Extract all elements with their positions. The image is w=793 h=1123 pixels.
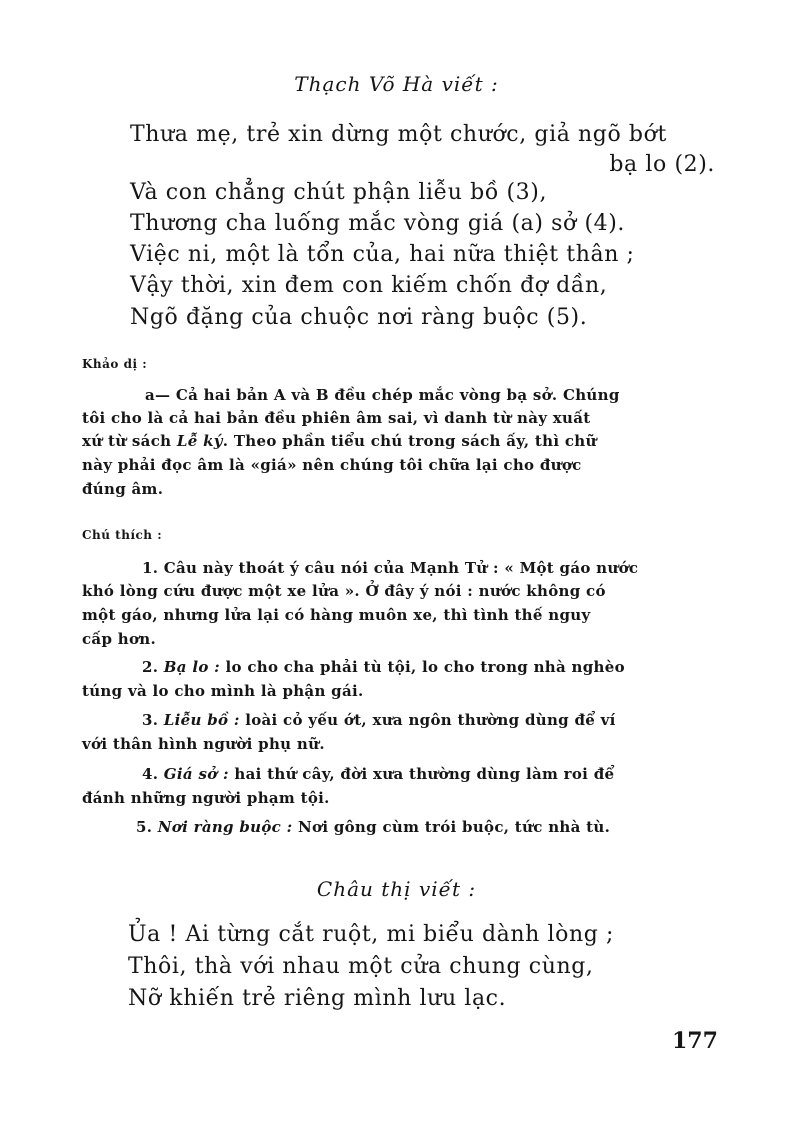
verse-line: Thưa mẹ, trẻ xin dừng một chước, giả ngõ bớt: [130, 122, 667, 147]
footnote-line: đánh những người phạm tội.: [82, 789, 330, 807]
verse-line: Vậy thời, xin đem con kiếm chốn đợ dần,: [130, 273, 608, 298]
footnote-line: [142, 711, 616, 729]
footnote-line: một gáo, nhưng lửa lại có hàng muôn xe, thì tình thế nguy: [82, 606, 591, 624]
page-number: 177: [672, 1028, 718, 1054]
footnote-line: [142, 559, 638, 577]
footnote-term: Liễu bồ :: [163, 711, 240, 729]
khao-di-text: xứ từ sách: [82, 432, 172, 450]
khao-di-text: . Theo phần tiểu chú trong sách ấy, thì chữ: [222, 432, 597, 450]
khao-di-line: tôi cho là cả hai bản đều phiên âm sai, vì danh từ này xuất: [82, 409, 591, 427]
footnote-text: hai thứ cây, đời xưa thường dùng làm roi để: [234, 765, 615, 783]
chu-thich-label: Chú thích :: [82, 528, 163, 542]
khao-di-line: [82, 432, 597, 450]
footnote-term: Bạ lo :: [163, 658, 220, 676]
footnote-text: loài cỏ yếu ớt, xưa ngôn thường dùng để ví: [245, 711, 616, 729]
footnote-number: 1.: [142, 559, 159, 577]
footnote-text: Nơi gông cùm trói buộc, tức nhà tù.: [298, 818, 611, 836]
section-heading-thach-vo-ha: Thạch Võ Hà viết :: [294, 72, 499, 96]
footnote-number: 5.: [136, 818, 153, 836]
footnote-line: cấp hơn.: [82, 630, 157, 648]
verse-line: Thôi, thà với nhau một cửa chung cùng,: [128, 954, 594, 979]
section-heading-chau-thi: Châu thị viết :: [316, 877, 477, 901]
verse-line: Ngõ đặng của chuộc nơi ràng buộc (5).: [130, 305, 588, 330]
verse-line: Nỡ khiến trẻ riêng mình lưu lạc.: [128, 986, 507, 1011]
book-title-le-ky: Lễ ký: [176, 432, 223, 450]
khao-di-line: a— Cả hai bản A và B đều chép mắc vòng bạ sở. Chúng: [145, 386, 620, 404]
verse-line: bạ lo (2).: [609, 152, 715, 177]
khao-di-line: đúng âm.: [82, 480, 164, 498]
footnote-line: [142, 658, 625, 676]
verse-line: Việc ni, một là tổn của, hai nữa thiệt thân ;: [130, 242, 635, 267]
verse-line: Thương cha luống mắc vòng giá (a) sở (4).: [130, 211, 626, 236]
khao-di-line: này phải đọc âm là «giá» nên chúng tôi chữa lại cho được: [82, 456, 582, 474]
verse-line: Ủa ! Ai từng cắt ruột, mi biểu dành lòng ;: [128, 922, 615, 947]
footnote-line: khó lòng cứu được một xe lửa ». Ở đây ý nói : nước không có: [82, 582, 606, 600]
footnote-text: Câu này thoát ý câu nói của Mạnh Tử : « Một gáo nước: [163, 559, 639, 577]
footnote-number: 4.: [142, 765, 159, 783]
verse-line: Và con chẳng chút phận liễu bồ (3),: [130, 180, 548, 205]
footnote-number: 3.: [142, 711, 159, 729]
footnote-line: [142, 765, 614, 783]
footnote-term: Nơi ràng buộc :: [157, 818, 293, 836]
footnote-text: lo cho cha phải tù tội, lo cho trong nhà nghèo: [225, 658, 625, 676]
footnote-number: 2.: [142, 658, 159, 676]
footnote-line: [136, 818, 610, 836]
footnote-term: Giá sở :: [163, 765, 229, 783]
footnote-line: với thân hình người phụ nữ.: [82, 735, 325, 753]
footnote-line: túng và lo cho mình là phận gái.: [82, 682, 364, 700]
khao-di-label: Khảo dị :: [82, 357, 148, 371]
